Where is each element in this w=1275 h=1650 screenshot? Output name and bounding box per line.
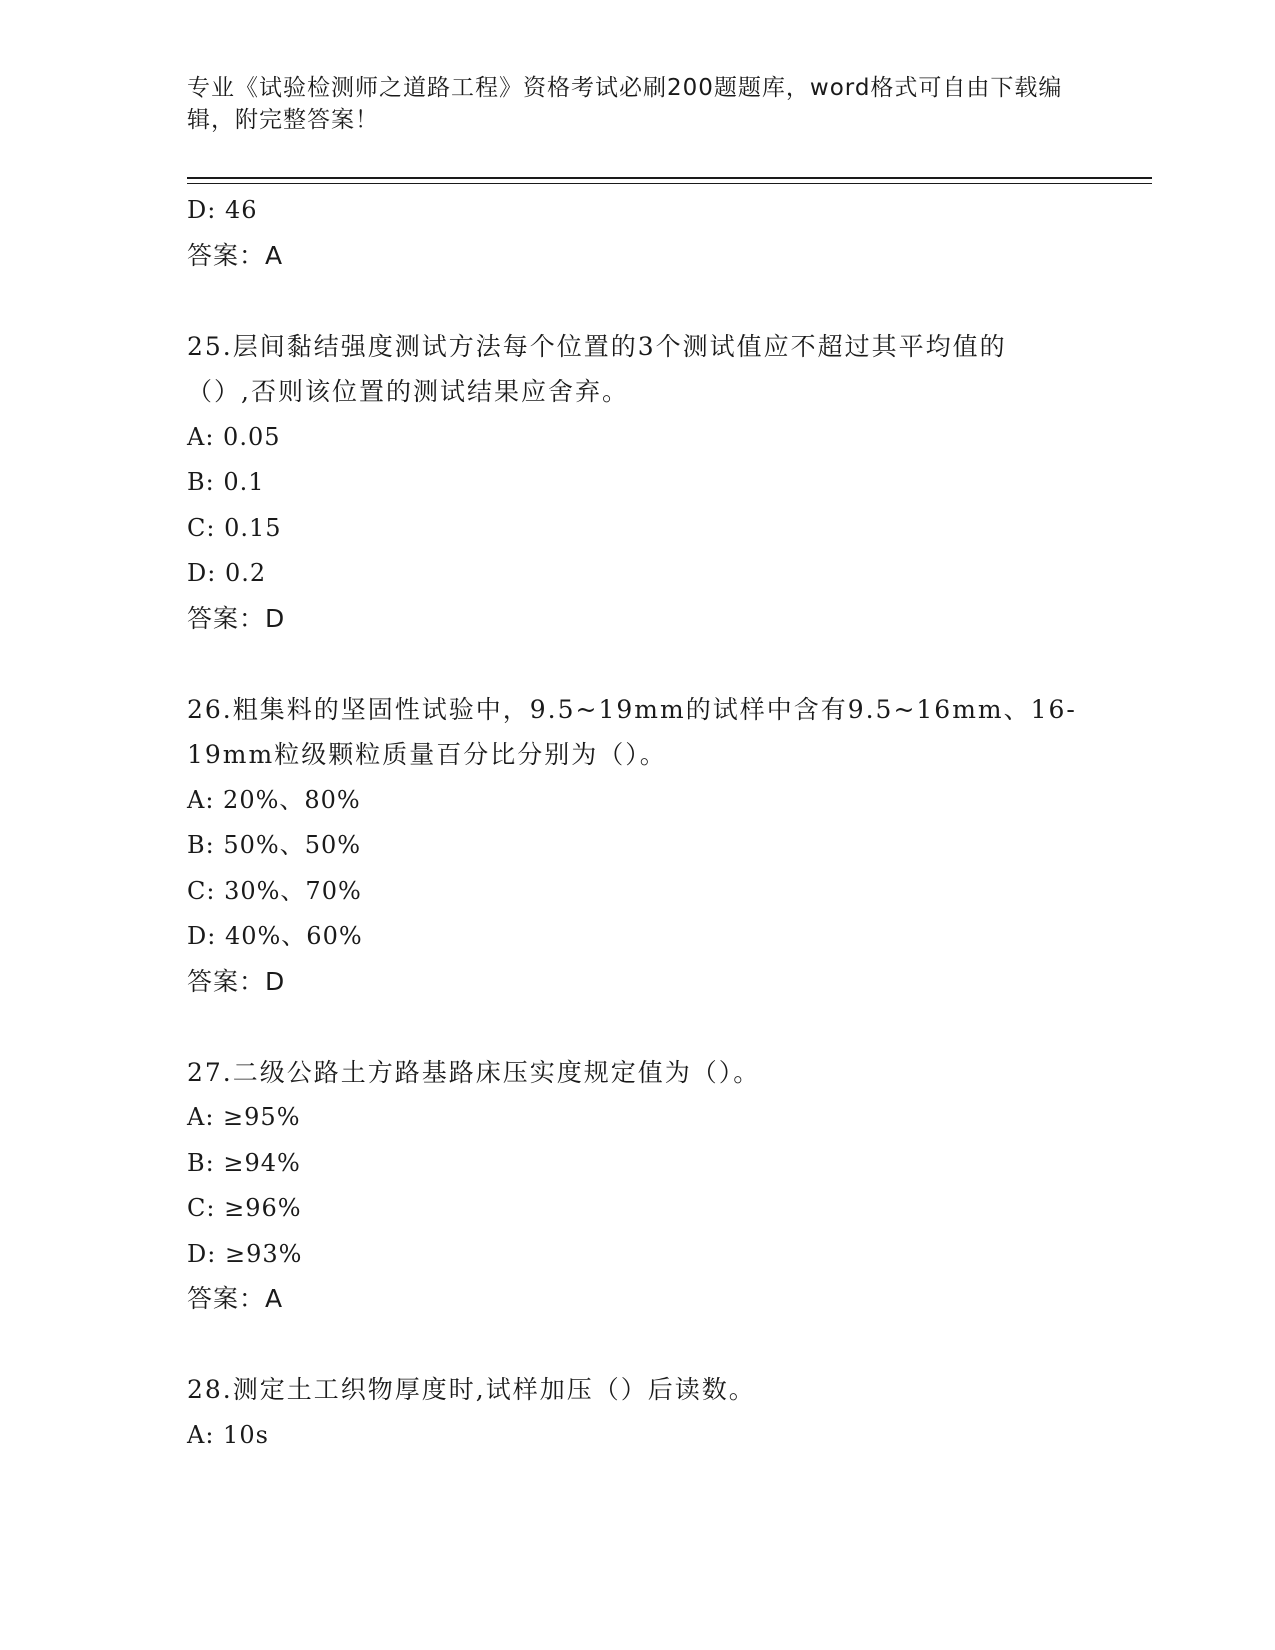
question-stem [187, 1367, 1087, 1413]
question-stem-line: 27.二级公路土方路基路床压实度规定值为（）。 [187, 1057, 761, 1087]
question-stem-line: （）,否则该位置的测试结果应舍弃。 [187, 377, 629, 406]
question-28 [187, 1367, 1087, 1458]
option-a: A: 0.05 [187, 422, 281, 451]
option-b: B: 50%、50% [187, 831, 362, 859]
question-stem [187, 324, 1087, 415]
option-a: A: 10s [187, 1420, 269, 1449]
option-c: C: 30%、70% [187, 876, 362, 905]
option-d: D: 46 [187, 196, 258, 224]
document-body [187, 188, 1087, 1458]
option-b: B: 0.1 [187, 468, 265, 496]
question-27 [187, 1050, 1087, 1322]
option-a: A: ≥95% [187, 1103, 301, 1131]
page-header [187, 72, 1067, 136]
previous-question-tail [187, 188, 1087, 278]
question-stem [187, 1050, 1087, 1096]
answer-line: 答案：D [187, 603, 286, 633]
option-d: D: 40%、60% [187, 922, 363, 950]
question-stem-line: 19mm粒级颗粒质量百分比分别为（）。 [187, 740, 667, 769]
option-d: D: 0.2 [187, 559, 267, 587]
question-stem-line: 28.测定土工织物厚度时,试样加压（）后读数。 [187, 1375, 756, 1404]
option-c: C: ≥96% [187, 1194, 302, 1222]
header-text: 专业《试验检测师之道路工程》资格考试必刷200题题库，word格式可自由下载编辑，附完整答案！ [187, 75, 1063, 133]
answer-line: 答案：A [187, 240, 284, 270]
question-stem-line: 26.粗集料的坚固性试验中，9.5~19mm的试样中含有9.5~16mm、16- [187, 694, 1077, 724]
option-a: A: 20%、80% [187, 785, 361, 814]
question-stem [187, 687, 1087, 778]
header-divider [187, 177, 1152, 184]
answer-line: 答案：D [187, 966, 286, 996]
option-c: C: 0.15 [187, 513, 282, 542]
option-b: B: ≥94% [187, 1148, 301, 1177]
option-d: D: ≥93% [187, 1239, 303, 1268]
answer-line: 答案：A [187, 1284, 284, 1313]
question-26 [187, 687, 1087, 1004]
question-25 [187, 324, 1087, 641]
question-stem-line: 25.层间黏结强度测试方法每个位置的3个测试值应不超过其平均值的 [187, 331, 1007, 361]
